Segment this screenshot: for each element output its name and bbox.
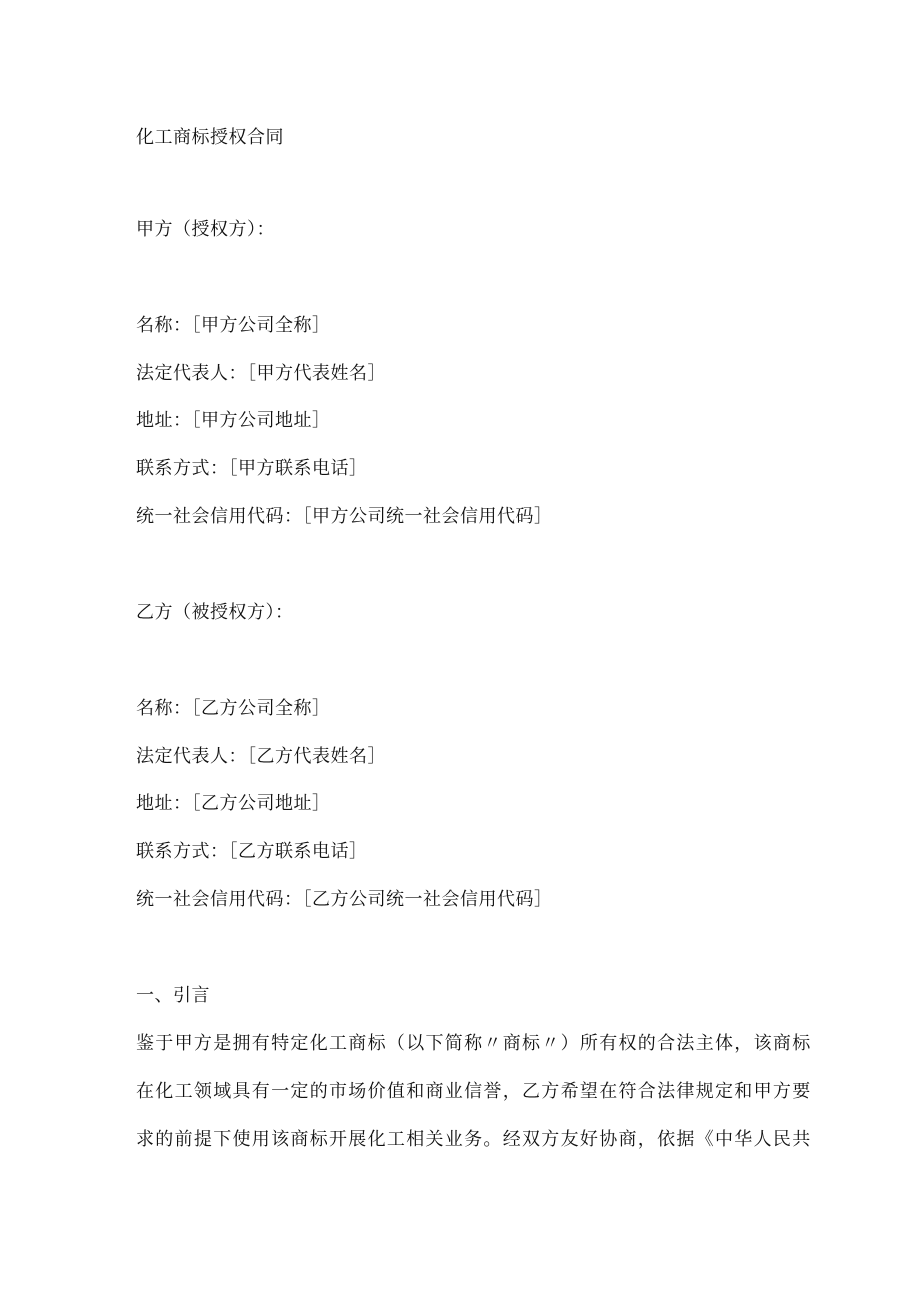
section-1-line: 在化工领域具有一定的市场价值和商业信誉，乙方希望在符合法律规定和甲方要 xyxy=(136,1081,812,1102)
party-a-heading: 甲方（授权方）： xyxy=(136,219,275,240)
section-1-line: 鉴于甲方是拥有特定化工商标（以下简称〃商标〃）所有权的合法主体，该商标 xyxy=(136,1033,812,1054)
party-a-address: 地址：［甲方公司地址］ xyxy=(136,410,331,431)
document-title: 化工商标授权合同 xyxy=(136,127,284,148)
party-b-heading: 乙方（被授权方）： xyxy=(136,602,294,623)
party-a-name: 名称：［甲方公司全称］ xyxy=(136,315,331,336)
section-1-line: 求的前提下使用该商标开展化工相关业务。经双方友好协商，依据《中华人民共 xyxy=(136,1129,812,1150)
party-b-legal-rep: 法定代表人：［乙方代表姓名］ xyxy=(136,746,386,767)
section-1-heading: 一、引言 xyxy=(136,985,210,1006)
party-b-name: 名称：［乙方公司全称］ xyxy=(136,698,331,719)
party-b-contact: 联系方式：［乙方联系电话］ xyxy=(136,841,368,862)
party-a-credit-code: 统一社会信用代码：［甲方公司统一社会信用代码］ xyxy=(136,506,553,527)
party-b-address: 地址：［乙方公司地址］ xyxy=(136,793,331,814)
party-a-legal-rep: 法定代表人：［甲方代表姓名］ xyxy=(136,363,386,384)
party-a-contact: 联系方式：［甲方联系电话］ xyxy=(136,458,368,479)
party-b-credit-code: 统一社会信用代码：［乙方公司统一社会信用代码］ xyxy=(136,889,553,910)
